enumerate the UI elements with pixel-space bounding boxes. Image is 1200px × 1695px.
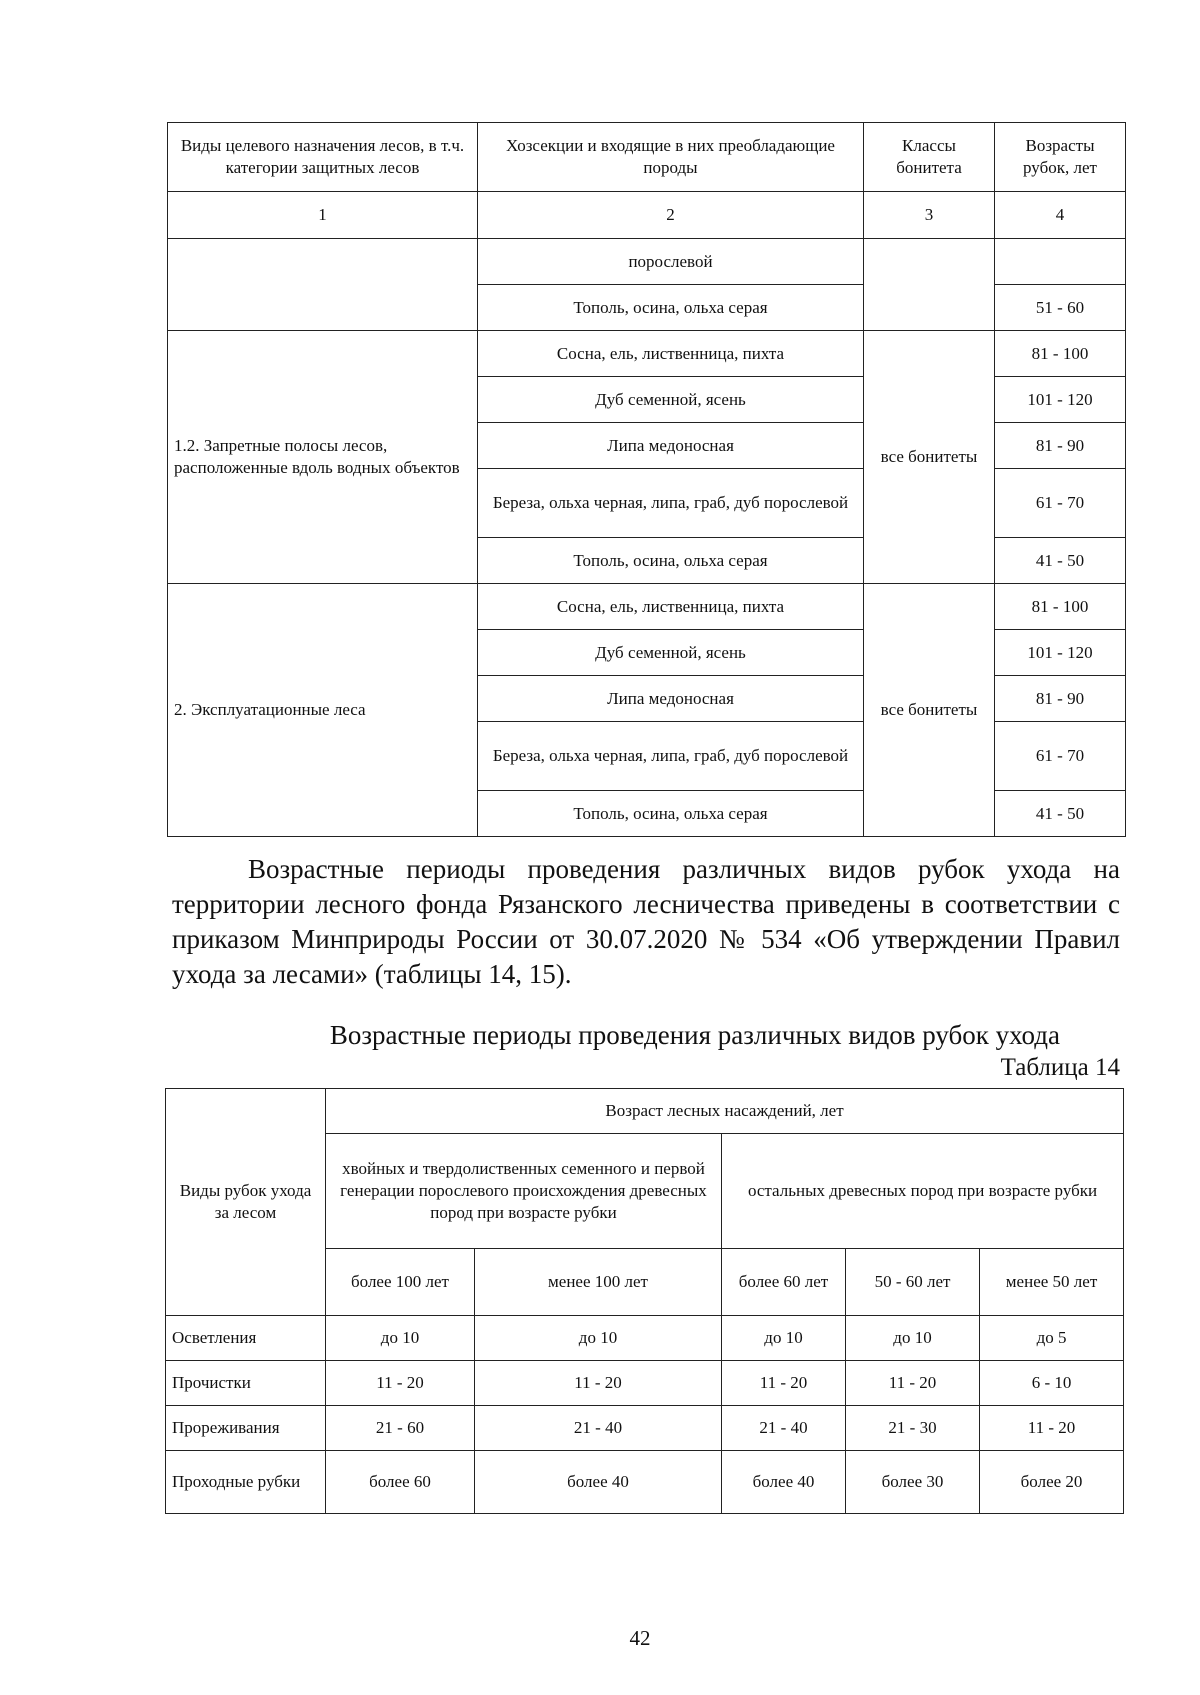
- paragraph-text: Возрастные периоды проведения различных видов рубок ухода на территории лесного фонда Рязанского лесничества приведены в соответствии с приказом Минприроды России от 30.07.2020 № 534 «Об утверждении Правил ухода за лесами» (таблицы 14, 15).: [172, 854, 1120, 989]
- value-cell: 6 - 10: [980, 1361, 1124, 1406]
- species-cell: Тополь, осина, ольха серая: [478, 285, 864, 331]
- column-number: 3: [864, 192, 995, 239]
- bonitet-cell: все бонитеты: [864, 584, 995, 837]
- age-cell: 61 - 70: [995, 469, 1126, 538]
- species-cell: Липа медоносная: [478, 423, 864, 469]
- column-number: 4: [995, 192, 1126, 239]
- age-cell: 41 - 50: [995, 538, 1126, 584]
- forest-category-cell: 2. Эксплуатационные леса: [168, 584, 478, 837]
- species-cell: Липа медоносная: [478, 676, 864, 722]
- table-row: [166, 1406, 1124, 1451]
- header-cell: остальных древесных пород при возрасте рубки: [722, 1134, 1124, 1249]
- thinning-age-table: [165, 1088, 1124, 1514]
- column-number: 1: [168, 192, 478, 239]
- subheader-cell: менее 50 лет: [980, 1249, 1124, 1316]
- value-cell: более 60: [326, 1451, 475, 1514]
- age-cell: 51 - 60: [995, 285, 1126, 331]
- value-cell: до 10: [722, 1316, 846, 1361]
- subheader-cell: менее 100 лет: [475, 1249, 722, 1316]
- age-cell: [995, 239, 1126, 285]
- value-cell: до 10: [846, 1316, 980, 1361]
- value-cell: до 10: [326, 1316, 475, 1361]
- value-cell: 21 - 40: [475, 1406, 722, 1451]
- age-cell: 41 - 50: [995, 791, 1126, 837]
- age-cell: 81 - 100: [995, 331, 1126, 377]
- value-cell: 11 - 20: [722, 1361, 846, 1406]
- value-cell: более 40: [475, 1451, 722, 1514]
- forest-category-cell: 1.2. Запретные полосы лесов, расположенные вдоль водных объектов: [168, 331, 478, 584]
- header-cell: Виды рубок ухода за лесом: [166, 1089, 326, 1316]
- age-cell: 101 - 120: [995, 630, 1126, 676]
- species-cell: Береза, ольха черная, липа, граб, дуб порослевой: [478, 469, 864, 538]
- bonitet-cell: все бонитеты: [864, 331, 995, 584]
- value-cell: 11 - 20: [980, 1406, 1124, 1451]
- header-cell: хвойных и твердолиственных семенного и первой генерации порослевого происхождения древесных пород при возрасте рубки: [326, 1134, 722, 1249]
- column-number: 2: [478, 192, 864, 239]
- value-cell: 11 - 20: [475, 1361, 722, 1406]
- table-row: [166, 1316, 1124, 1361]
- table-row: [168, 584, 1126, 630]
- row-label: Осветления: [166, 1316, 326, 1361]
- subheader-cell: более 60 лет: [722, 1249, 846, 1316]
- row-label: Прочистки: [166, 1361, 326, 1406]
- species-cell: Дуб семенной, ясень: [478, 377, 864, 423]
- table-header-row: [168, 123, 1126, 192]
- table-row: [168, 331, 1126, 377]
- value-cell: до 5: [980, 1316, 1124, 1361]
- species-cell: Тополь, осина, ольха серая: [478, 538, 864, 584]
- header-cell: Возрасты рубок, лет: [995, 123, 1126, 192]
- age-cell: 81 - 100: [995, 584, 1126, 630]
- row-label: Проходные рубки: [166, 1451, 326, 1514]
- age-cell: 81 - 90: [995, 423, 1126, 469]
- header-cell: Виды целевого назначения лесов, в т.ч. категории защитных лесов: [168, 123, 478, 192]
- table-header-row: [166, 1089, 1124, 1134]
- species-cell: Сосна, ель, лиственница, пихта: [478, 584, 864, 630]
- table-row: [168, 239, 1126, 285]
- row-label: Прореживания: [166, 1406, 326, 1451]
- header-cell: Возраст лесных насаждений, лет: [326, 1089, 1124, 1134]
- table-label: Таблица 14: [1000, 1054, 1120, 1081]
- value-cell: до 10: [475, 1316, 722, 1361]
- page-number: 42: [629, 1626, 651, 1650]
- value-cell: более 40: [722, 1451, 846, 1514]
- species-cell: Береза, ольха черная, липа, граб, дуб порослевой: [478, 722, 864, 791]
- table-row: [166, 1361, 1124, 1406]
- age-cell: 101 - 120: [995, 377, 1126, 423]
- value-cell: более 30: [846, 1451, 980, 1514]
- value-cell: 11 - 20: [326, 1361, 475, 1406]
- age-cell: 81 - 90: [995, 676, 1126, 722]
- value-cell: 21 - 60: [326, 1406, 475, 1451]
- value-cell: 21 - 30: [846, 1406, 980, 1451]
- species-cell: Дуб семенной, ясень: [478, 630, 864, 676]
- value-cell: 11 - 20: [846, 1361, 980, 1406]
- subheader-cell: 50 - 60 лет: [846, 1249, 980, 1316]
- species-cell: Сосна, ель, лиственница, пихта: [478, 331, 864, 377]
- value-cell: 21 - 40: [722, 1406, 846, 1451]
- header-cell: Классы бонитета: [864, 123, 995, 192]
- table-row: [166, 1451, 1124, 1514]
- value-cell: более 20: [980, 1451, 1124, 1514]
- column-number-row: [168, 192, 1126, 239]
- bonitet-cell: [864, 239, 995, 331]
- rotation-age-table: [167, 122, 1126, 837]
- subheader-cell: более 100 лет: [326, 1249, 475, 1316]
- header-cell: Хозсекции и входящие в них преобладающие породы: [478, 123, 864, 192]
- table-title: Возрастные периоды проведения различных видов рубок ухода: [329, 1020, 1060, 1050]
- species-cell: Тополь, осина, ольха серая: [478, 791, 864, 837]
- body-paragraph: [172, 852, 1120, 992]
- age-cell: 61 - 70: [995, 722, 1126, 791]
- empty-cell: [168, 239, 478, 331]
- species-cell: порослевой: [478, 239, 864, 285]
